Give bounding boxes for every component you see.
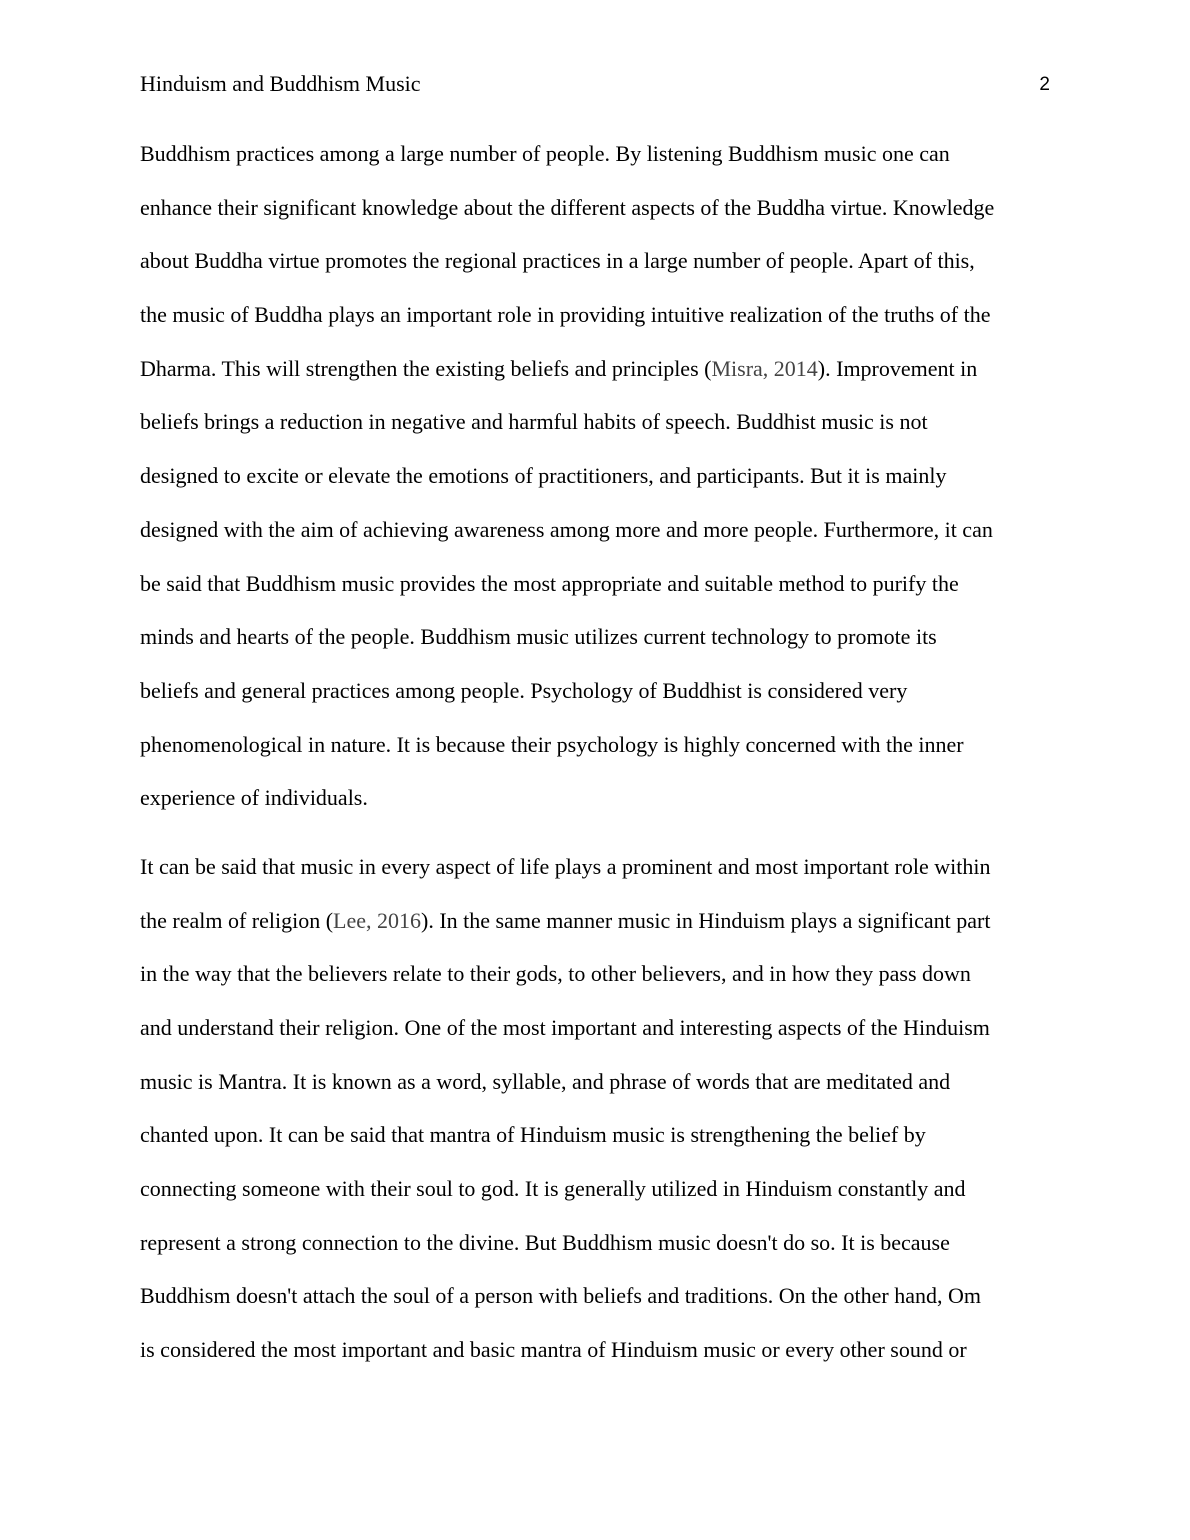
paragraph-2: [140, 840, 1050, 1377]
text-line: experience of individuals.: [140, 785, 368, 811]
text-line: designed with the aim of achieving awareness among more and more people. Furthermore, it can: [140, 516, 993, 542]
text-line: about Buddha virtue promotes the regional practices in a large number of people. Apart of this,: [140, 248, 975, 274]
text-line: in the way that the believers relate to their gods, to other believers, and in how they pass down: [140, 961, 971, 987]
text-line: the realm of religion (Lee, 2016). In the same manner music in Hinduism plays a significant part: [140, 907, 991, 933]
text-line: designed to excite or elevate the emotions of practitioners, and participants. But it is mainly: [140, 463, 947, 489]
paragraph-1: [140, 127, 1050, 825]
text-line: Buddhism practices among a large number of people. By listening Buddhism music one can: [140, 141, 950, 166]
text-line: Buddhism doesn't attach the soul of a person with beliefs and traditions. On the other hand, Om: [140, 1283, 982, 1309]
body-text: [140, 127, 1050, 1377]
page-number: 2: [1039, 74, 1050, 95]
text-line: enhance their significant knowledge about the different aspects of the Buddha virtue. Knowledge: [140, 194, 995, 220]
text-line: the music of Buddha plays an important role in providing intuitive realization of the truths of the: [140, 302, 991, 328]
citation-lee-2016: Lee, 2016: [333, 907, 422, 933]
text-line: music is Mantra. It is known as a word, syllable, and phrase of words that are meditated and: [140, 1068, 951, 1094]
text-line: connecting someone with their soul to god. It is generally utilized in Hinduism constantly and: [140, 1176, 966, 1202]
text-line: Dharma. This will strengthen the existing beliefs and principles (Misra, 2014). Improvement in: [140, 355, 978, 381]
text-line: It can be said that music in every aspect of life plays a prominent and most important role within: [140, 853, 991, 879]
text-line: and understand their religion. One of the most important and interesting aspects of the Hinduism: [140, 1015, 990, 1040]
running-head-title: Hinduism and Buddhism Music: [140, 71, 421, 96]
text-line: chanted upon. It can be said that mantra of Hinduism music is strengthening the belief by: [140, 1122, 926, 1148]
text-line: minds and hearts of the people. Buddhism music utilizes current technology to promote its: [140, 624, 937, 650]
text-line: phenomenological in nature. It is because their psychology is highly concerned with the inner: [140, 731, 964, 757]
text-line: represent a strong connection to the divine. But Buddhism music doesn't do so. It is because: [140, 1229, 950, 1255]
text-line: be said that Buddhism music provides the most appropriate and suitable method to purify the: [140, 570, 959, 596]
text-line: beliefs brings a reduction in negative and harmful habits of speech. Buddhist music is not: [140, 409, 928, 435]
citation-misra-2014: Misra, 2014: [711, 355, 818, 381]
text-line: beliefs and general practices among people. Psychology of Buddhist is considered very: [140, 677, 908, 703]
text-line: is considered the most important and basic mantra of Hinduism music or every other sound or: [140, 1337, 967, 1363]
